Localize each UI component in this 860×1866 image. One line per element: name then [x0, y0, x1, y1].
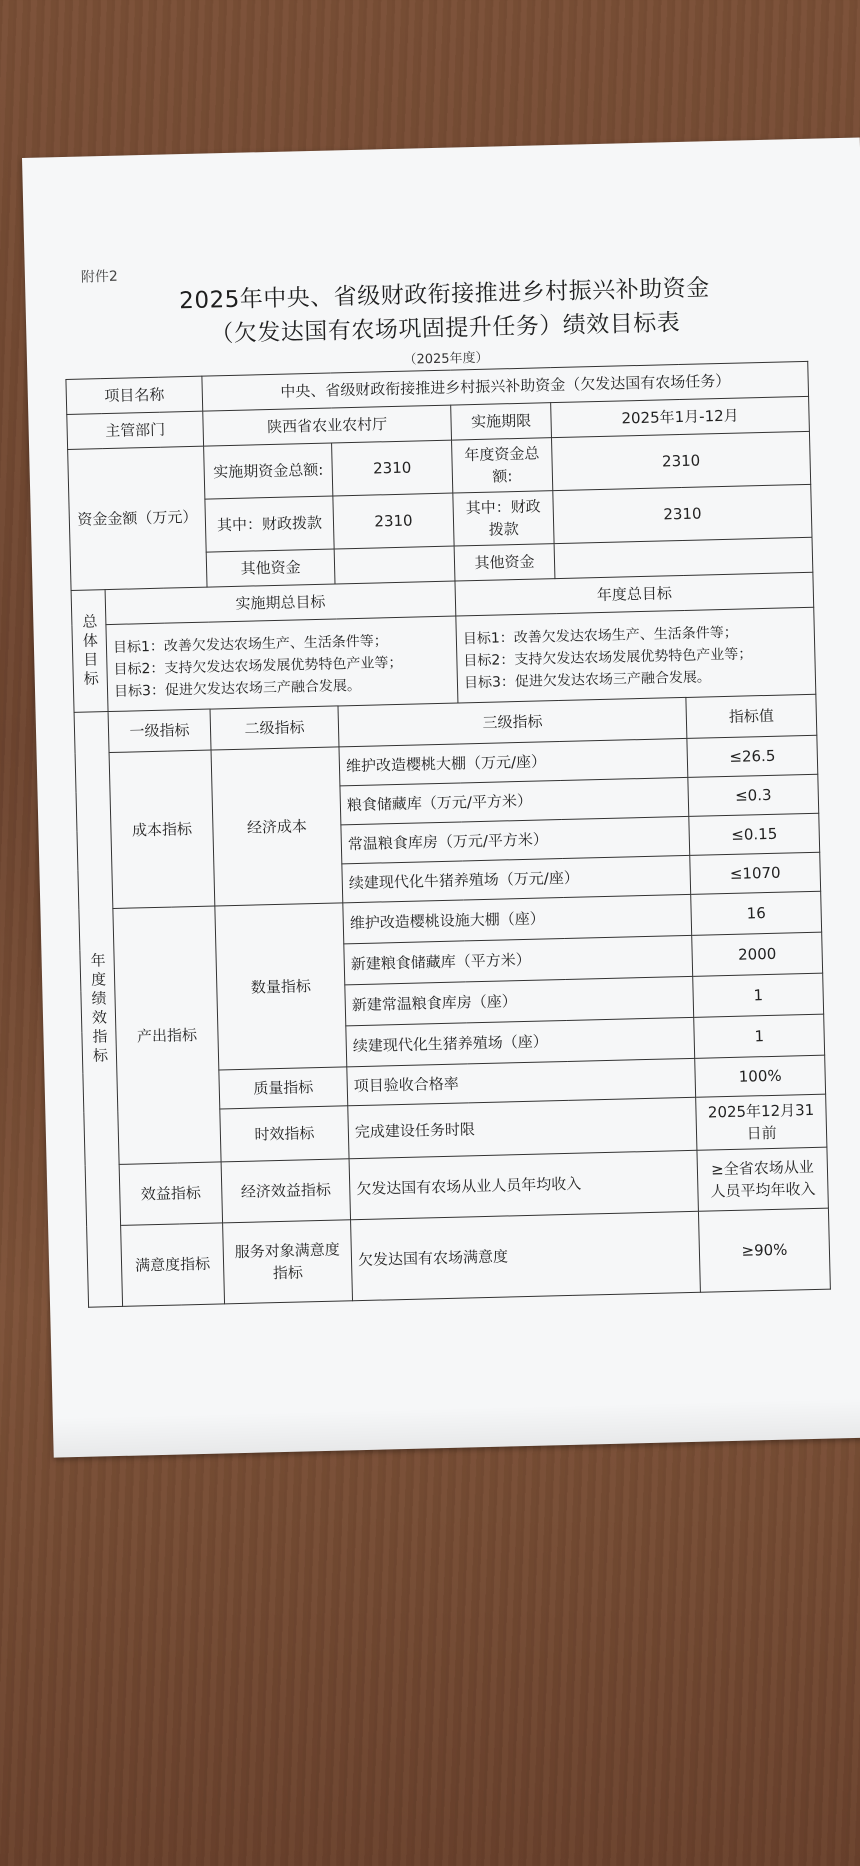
title-line-2: （欠发达国有农场巩固提升任务）绩效目标表 [210, 309, 681, 348]
attachment-label: 附件2 [80, 268, 119, 286]
cost-item-name: 维护改造樱桃大棚（万元/座） [339, 738, 688, 785]
satisfaction-label: 满意度指标 [121, 1223, 225, 1306]
period-value: 2025年1月-12月 [551, 396, 810, 437]
goals-annual-header: 年度总目标 [455, 572, 814, 616]
cost-item-value: ≤26.5 [687, 735, 818, 777]
funds-label: 资金金额（万元） [68, 446, 207, 590]
cost-item-name: 常温粮食库房（万元/平方米） [341, 816, 690, 863]
quality-name: 项目验收合格率 [347, 1058, 696, 1105]
satisfaction-name: 欠发达国有农场满意度 [351, 1211, 701, 1300]
col-level2: 二级指标 [210, 706, 339, 750]
project-name-label: 项目名称 [66, 376, 203, 414]
goals-period-header: 实施期总目标 [105, 581, 456, 625]
goals-annual-line-1: 目标1：改善欠发达农场生产、生活条件等； [462, 624, 738, 648]
project-name-value: 中央、省级财政衔接推进乡村振兴补助资金（欠发达国有农场任务） [202, 361, 809, 411]
funds-fiscal-value: 2310 [333, 493, 454, 549]
goals-annual-line-3: 目标3：促进欠发达农场三产融合发展。 [463, 669, 712, 692]
cost-item-name: 续建现代化牛猪养殖场（万元/座） [342, 855, 691, 902]
title-line-1: 2025年中央、省级财政衔接推进乡村振兴补助资金 [178, 275, 710, 315]
timeliness-value: 2025年12月31日前 [696, 1094, 827, 1150]
cost-item-name: 粮食储藏库（万元/平方米） [340, 777, 689, 824]
col-level3: 三级指标 [338, 697, 687, 746]
period-label: 实施期限 [451, 403, 552, 440]
benefit-value: ≥全省农场从业人员平均年收入 [697, 1147, 828, 1211]
quantity-item-name: 维护改造樱桃设施大棚（座） [343, 894, 692, 943]
benefit-label: 效益指标 [119, 1162, 222, 1225]
benefit-name: 欠发达国有农场从业人员年均收入 [349, 1150, 698, 1219]
goals-period-text [106, 616, 458, 712]
quality-label: 质量指标 [219, 1067, 348, 1109]
quantity-label: 数量指标 [215, 903, 347, 1070]
funds-fiscal-label: 其中：财政拨款 [205, 496, 334, 552]
funds-other-value [334, 546, 455, 584]
quantity-item-name: 新建粮食储藏库（平方米） [344, 935, 693, 984]
quantity-item-value: 1 [693, 973, 824, 1017]
funds-other-label: 其他资金 [206, 549, 335, 587]
goals-period-line-2: 目标2：支持欠发达农场发展优势特色产业等； [113, 654, 403, 678]
funds-annual-fiscal-value: 2310 [553, 484, 812, 543]
funds-total-label: 实施期资金总额: [204, 443, 333, 499]
quantity-item-value: 2000 [692, 932, 823, 976]
cost-sub: 经济成本 [211, 747, 343, 906]
department-value: 陕西省农业农村厅 [203, 405, 452, 446]
col-value: 指标值 [686, 694, 817, 738]
document-paper [22, 138, 860, 1458]
timeliness-name: 完成建设任务时限 [348, 1097, 697, 1158]
quantity-item-value: 16 [691, 891, 822, 935]
goals-annual-text [456, 607, 816, 703]
funds-annual-total-label: 年度资金总额: [452, 438, 553, 493]
funds-total-value: 2310 [332, 440, 453, 496]
cost-item-value: ≤0.15 [689, 813, 820, 855]
cost-item-value: ≤1070 [690, 852, 821, 894]
goals-period-line-3: 目标3：促进欠发达农场三产融合发展。 [113, 677, 362, 700]
quantity-item-name: 新建常温粮食库房（座） [345, 976, 694, 1025]
indicators-section-label: 年度绩效指标 [88, 952, 110, 1067]
benefit-sub: 经济效益指标 [221, 1159, 350, 1223]
performance-target-table [65, 361, 831, 1308]
table-row [87, 1208, 831, 1307]
paper-shadow [53, 1397, 860, 1457]
col-level1: 一级指标 [108, 709, 211, 752]
satisfaction-sub: 服务对象满意度指标 [223, 1220, 353, 1304]
cost-label: 成本指标 [109, 750, 215, 908]
funds-annual-fiscal-label: 其中：财政拨款 [453, 491, 554, 546]
quantity-item-value: 1 [694, 1014, 825, 1058]
year-label: （2025年度） [403, 350, 489, 368]
funds-annual-other-label: 其他资金 [454, 544, 555, 581]
goals-label: 总体目标 [80, 612, 100, 690]
department-label: 主管部门 [67, 411, 204, 449]
output-label: 产出指标 [113, 906, 221, 1164]
goals-annual-line-2: 目标2：支持欠发达农场发展优势特色产业等； [463, 646, 753, 670]
satisfaction-value: ≥90% [698, 1208, 830, 1292]
goals-label-cell [71, 590, 108, 713]
cost-item-value: ≤0.3 [688, 774, 819, 816]
quality-value: 100% [695, 1055, 826, 1097]
quantity-item-name: 续建现代化生猪养殖场（座） [346, 1017, 695, 1066]
funds-annual-total-value: 2310 [552, 431, 811, 490]
timeliness-label: 时效指标 [220, 1106, 349, 1162]
goals-period-line-1: 目标1：改善欠发达农场生产、生活条件等； [112, 633, 389, 656]
